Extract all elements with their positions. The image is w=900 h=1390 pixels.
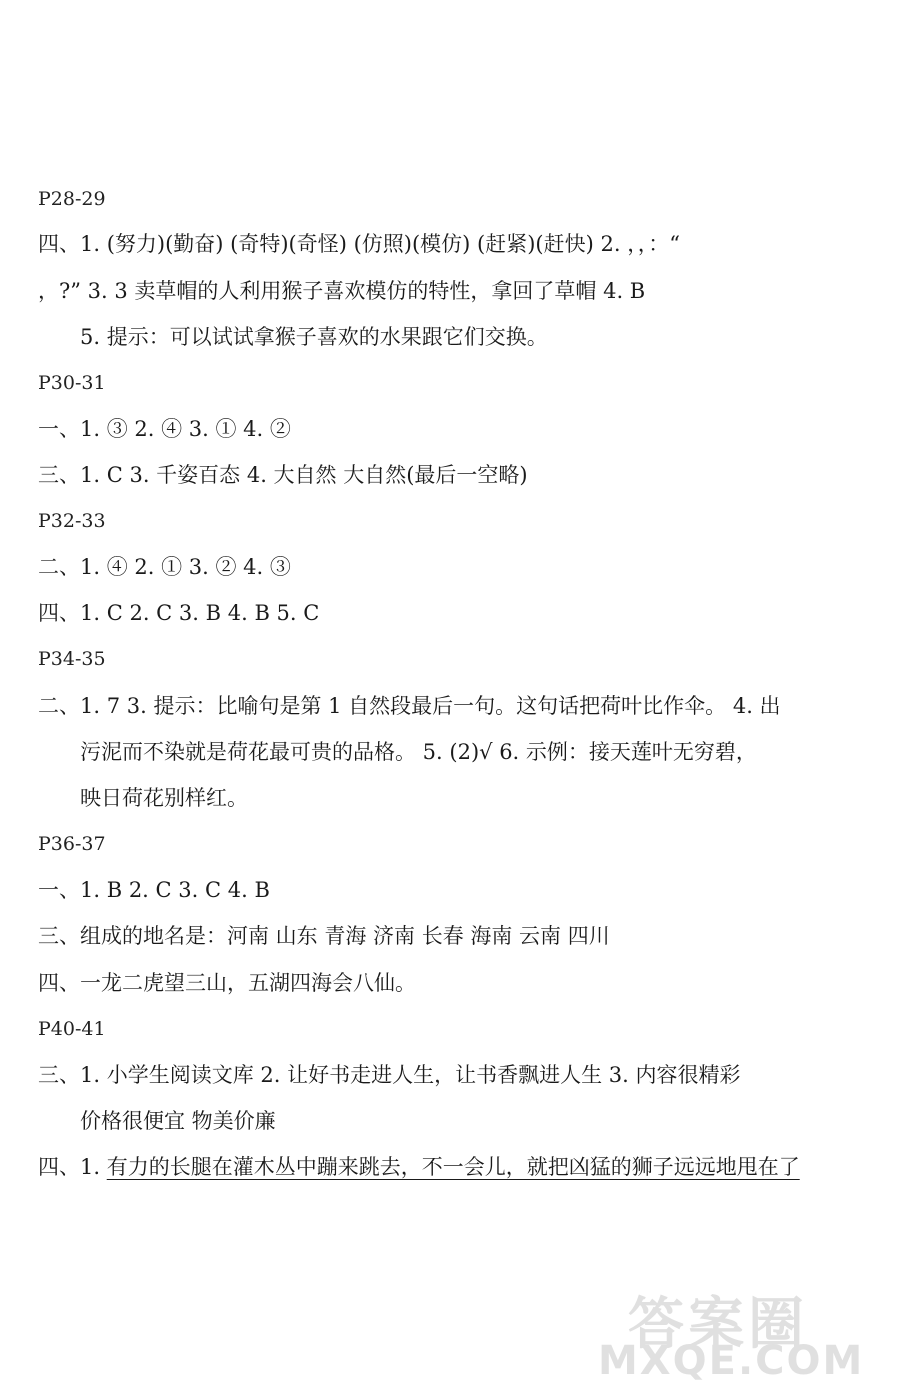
page-range-label: P28-29 [38, 188, 106, 210]
answer-line [38, 1152, 800, 1182]
answer-line: 一、1. B 2. C 3. C 4. B [38, 878, 270, 902]
answer-line: 三、组成的地名是：河南 山东 青海 济南 长春 海南 云南 四川 [38, 924, 610, 948]
watermark-text: 答案圈 [628, 1292, 808, 1357]
answer-line: 四、一龙二虎望三山，五湖四海会八仙。 [38, 971, 416, 995]
page-range-label: P30-31 [38, 372, 106, 394]
answer-line: 四、1. C 2. C 3. B 4. B 5. C [38, 601, 320, 625]
answer-line: 5. 提示：可以试试拿猴子喜欢的水果跟它们交换。 [80, 325, 548, 349]
answer-prefix: 四、1. [38, 1155, 107, 1179]
watermark-logo [588, 1276, 888, 1386]
page-range-label: P36-37 [38, 833, 106, 855]
answer-line: 二、1. 7 3. 提示：比喻句是第 1 自然段最后一句。这句话把荷叶比作伞。 4. 出 [38, 694, 781, 718]
page-range-label: P32-33 [38, 510, 106, 532]
answer-line: 三、1. 小学生阅读文库 2. 让好书走进人生，让书香飘进人生 3. 内容很精彩 [38, 1063, 741, 1087]
page-range-label: P34-35 [38, 648, 106, 670]
answer-line: 四、1. (努力)(勤奋) (奇特)(奇怪) (仿照)(模仿) (赶紧)(赶快) 2. ，，：“ [38, 232, 680, 256]
answer-line: 一、1. ③ 2. ④ 3. ① 4. ② [38, 417, 291, 441]
answer-line: 映日荷花别样红。 [80, 786, 248, 810]
answer-line: 污泥而不染就是荷花最可贵的品格。 5. (2)√ 6. 示例：接天莲叶无穷碧， [80, 740, 757, 764]
page-range-label: P40-41 [38, 1018, 106, 1040]
underlined-answer: 有力的长腿在灌木丛中蹦来跳去，不一会儿，就把凶猛的狮子远远地甩在了 [106, 1155, 800, 1179]
answer-line: 二、1. ④ 2. ① 3. ② 4. ③ [38, 555, 291, 579]
answer-line: 三、1. C 3. 千姿百态 4. 大自然 大自然(最后一空略) [38, 463, 528, 487]
answer-line: ，?” 3. 3 卖草帽的人利用猴子喜欢模仿的特性，拿回了草帽 4. B [38, 279, 646, 303]
answer-line: 价格很便宜 物美价廉 [80, 1109, 276, 1133]
watermark-url: MXQE.COM [598, 1338, 865, 1384]
